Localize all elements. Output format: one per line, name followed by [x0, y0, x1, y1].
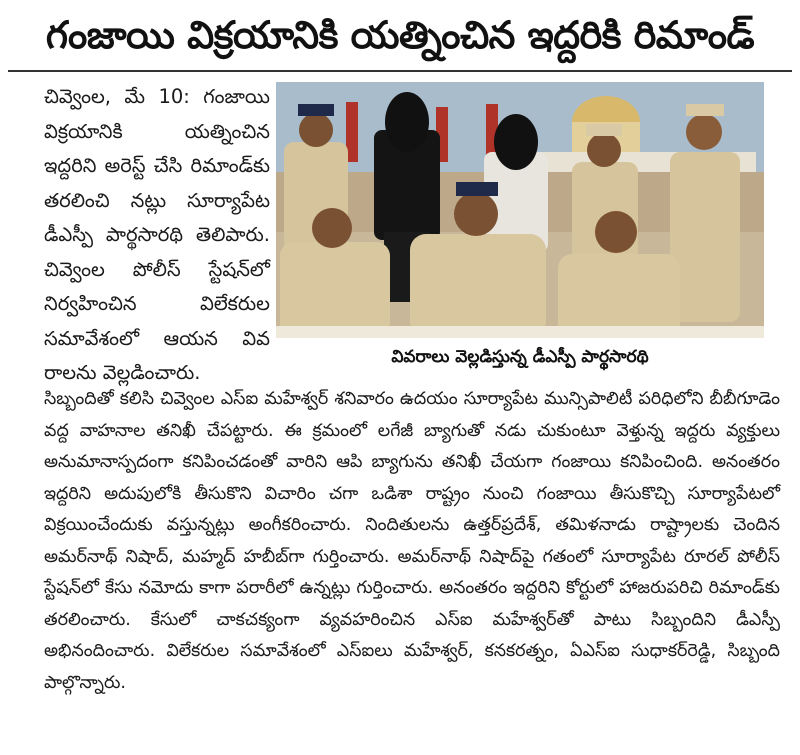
body-paragraph: సిబ్బందితో కలిసి చివ్వెంల ఎస్ఐ మహేశ్వర్ శనివారం ఉదయం సూర్యాపేట మున్సిపాలిటీ పరిధిలోని బీబీగూడెం వద్ద వాహనాల తనిఖీ చేపట్టారు. ఈ క్రమంలో లగేజీ బ్యాగుతో నడు చుకుంటూ వెళ్తున్న ఇద్దరు వ్యక్తులు అనుమానాస్పదంగా కనిపించడంతో వారిని ఆపి బ్యాగును తనిఖీ చేయగా గంజాయి కనిపించింది. అనంతరం ఇద్దరిని అదుపులోకి తీసుకొని విచారిం చగా ఒడిశా రాష్ట్రం నుంచి గంజాయి తీసుకొచ్చి సూర్యాపేటలో విక్రయించేందుకు వస్తున్నట్లు అంగీకరించారు. నిందితులను ఉత్తర్‌ప్రదేశ్, తమిళనాడు రాష్ట్రాలకు చెందిన అమర్‌నాథ్ నిషాద్, మహ్మద్ హబీబ్‌గా గుర్తించారు. అమర్‌నాథ్ నిషాద్‌పై గతంలో సూర్యాపేట రూరల్ పోలీస్ స్టేషన్‌లో కేసు నమోదు కాగా పరారీలో ఉన్నట్లు గుర్తించారు. అనంతరం ఇద్దరిని కోర్టులో హాజరుపరిచి రిమాండ్‌కు తరలించారు. కేసులో చాకచక్యంగా వ్యవహరించిన ఎస్ఐ మహేశ్వర్‌తో పాటు సిబ్బందిని డీఎస్పీ అభినందించారు. విలేకరుల సమావేశంలో ఎస్ఐలు మహేశ్వర్, కనకరత్నం, ఏఎస్ఐ సుధాకర్‌రెడ్డి, సిబ్బంది పాల్గొన్నారు. — [44, 389, 780, 693]
article-headline: గంజాయి విక్రయానికి యత్నించిన ఇద్దరికి రిమాండ్ — [45, 13, 755, 57]
news-photo — [276, 82, 764, 338]
headline-divider — [8, 70, 792, 72]
article-body — [44, 384, 780, 699]
intro-column — [44, 80, 270, 391]
intro-paragraph: చివ్వెంల, మే 10: గంజాయి విక్రయానికి యత్నించిన ఇద్దరిని అరెస్ట్ చేసి రిమాండ్‌కు తరలించి నట్లు సూర్యాపేట డీఎస్పీ పార్థసారథి తెలిపారు. చివ్వెంల పోలీస్ స్టేషన్‌లో నిర్వహించిన విలేకరుల సమావేశంలో ఆయన వివ రాలను వెల్లడించారు. — [44, 85, 270, 384]
photo-caption: వివరాలు వెల్లడిస్తున్న డీఎస్పీ పార్థసారథి — [391, 347, 649, 367]
